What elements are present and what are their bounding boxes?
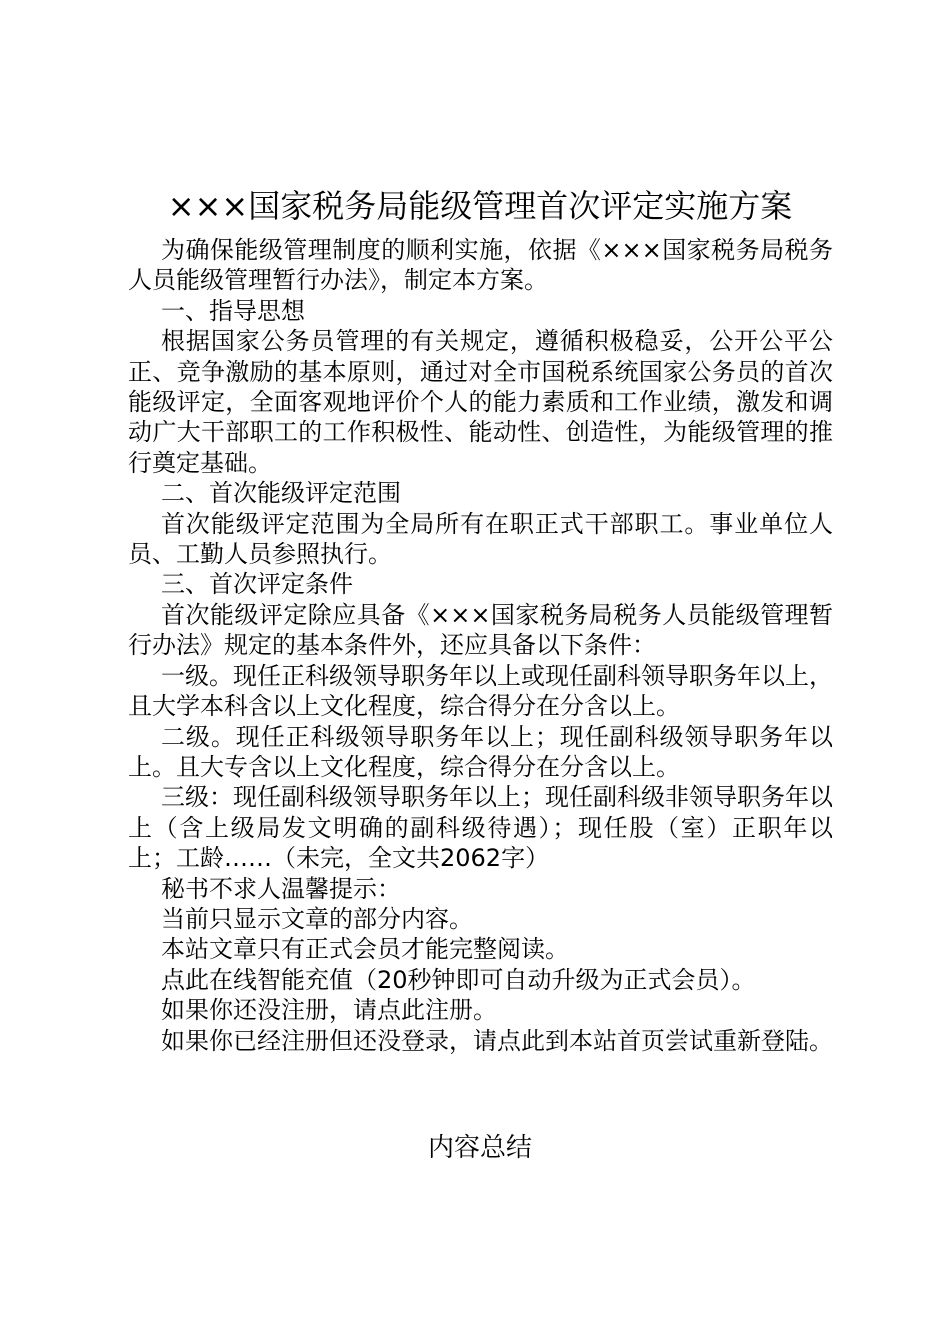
evaluation-scope-paragraph: 首次能级评定范围为全局所有在职正式干部职工。事业单位人员、工勤人员参照执行。	[128, 509, 833, 569]
recharge-link[interactable]: 点此在线智能充值（20秒钟即可自动升级为正式会员）。	[161, 965, 756, 994]
summary-heading: 内容总结	[427, 1133, 532, 1163]
level-three-paragraph: 三级：现任副科级领导职务年以上；现任副科级非领导职务年以上（含上级局发文明确的副科级待遇）；现任股（室）正职年以上；工龄……（未完，全文共2062字）	[128, 783, 833, 873]
evaluation-conditions-paragraph: 首次能级评定除应具备《×××国家税务局税务人员能级管理暂行办法》规定的基本条件外，还应具备以下条件：	[128, 600, 833, 660]
section-heading-guiding-ideology: 一、指导思想	[161, 296, 305, 325]
guiding-ideology-paragraph: 根据国家公务员管理的有关规定，遵循积极稳妥，公开公平公正、竞争激励的基本原则，通过对全市国税系统国家公务员的首次能级评定，全面客观地评价个人的能力素质和工作业绩，激发和调动广大干部职工的工作积极性、能动性、创造性，为能级管理的推行奠定基础。	[128, 327, 833, 477]
document-title: ×××国家税务局能级管理首次评定实施方案	[167, 187, 793, 225]
notice-partial-content: 当前只显示文章的部分内容。	[161, 904, 473, 933]
login-link[interactable]: 如果你已经注册但还没登录，请点此到本站首页尝试重新登陆。	[161, 1026, 833, 1055]
section-heading-evaluation-scope: 二、首次能级评定范围	[161, 479, 401, 508]
level-one-paragraph: 一级。现任正科级领导职务年以上或现任副科领导职务年以上，且大学本科含以上文化程度，综合得分在分含以上。	[128, 661, 833, 721]
register-link[interactable]: 如果你还没注册，请点此注册。	[161, 996, 497, 1025]
notice-members-only: 本站文章只有正式会员才能完整阅读。	[161, 935, 569, 964]
section-heading-evaluation-conditions: 三、首次评定条件	[161, 570, 353, 599]
document-body	[128, 235, 833, 1056]
intro-paragraph: 为确保能级管理制度的顺利实施，依据《×××国家税务局税务人员能级管理暂行办法》，制定本方案。	[128, 236, 833, 295]
level-two-paragraph: 二级。现任正科级领导职务年以上；现任副科级领导职务年以上。且大专含以上文化程度，综合得分在分含以上。	[128, 722, 833, 781]
notice-heading: 秘书不求人温馨提示：	[161, 874, 401, 903]
